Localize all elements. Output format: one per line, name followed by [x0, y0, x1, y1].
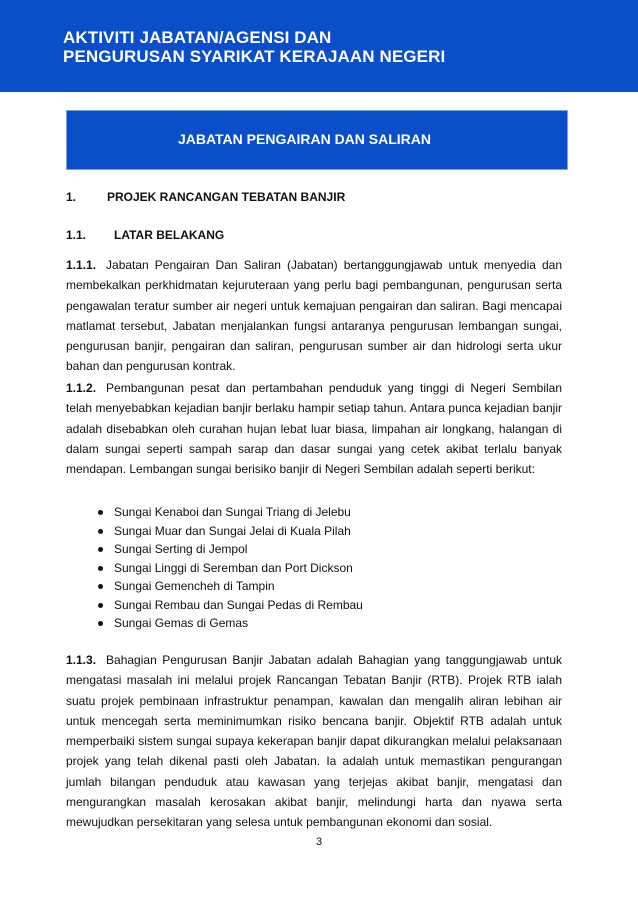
header-title-line1: AKTIVITI JABATAN/AGENSI DAN	[63, 28, 332, 47]
heading2-text: LATAR BELAKANG	[114, 228, 225, 242]
bullet-icon	[98, 510, 103, 515]
paragraph-1-1-2	[66, 378, 562, 479]
paragraph-1-1-1	[66, 255, 562, 377]
bullet-icon	[98, 529, 103, 534]
river-basin-list	[96, 505, 363, 635]
paragraph-number: 1.1.1.	[66, 258, 97, 272]
list-item: Sungai Rembau dan Sungai Pedas di Rembau	[96, 598, 363, 617]
heading1-text: PROJEK RANCANGAN TEBATAN BANJIR	[107, 190, 346, 204]
list-item: Sungai Serting di Jempol	[96, 542, 363, 561]
bullet-icon	[98, 547, 103, 552]
heading2-number: 1.1.	[66, 228, 87, 242]
paragraph-body: Pembangunan pesat dan pertambahan penduduk yang tinggi di Negeri Sembilan telah menyebabkan kejadian banjir berlaku hampir setiap tahun. Antara punca kejadian banjir adalah disebabkan oleh curahan hujan lebat luar biasa, limpahan air longkang, halangan di dalam sungai seperti sampah sarap dan dasar sungai yang cetek akibat terlalu banyak mendapan. Lembangan sungai berisiko banjir di Negeri Sembilan adalah seperti berikut:	[66, 381, 562, 477]
list-item: Sungai Linggi di Seremban dan Port Dickson	[96, 561, 363, 580]
paragraph-number: 1.1.2.	[66, 381, 97, 395]
list-item: Sungai Kenaboi dan Sungai Triang di Jelebu	[96, 505, 363, 524]
section-title-box	[66, 110, 568, 170]
paragraph-body: Bahagian Pengurusan Banjir Jabatan adalah Bahagian yang tanggungjawab untuk mengatasi masalah ini melalui projek Rancangan Tebatan Banjir (RTB). Projek RTB ialah suatu projek pembinaan infrastruktur penampan, kawalan dan mengalih aliran lebihan air untuk mencegah serta meminimumkan risiko bencana banjir. Objektif RTB adalah untuk memperbaiki sistem sungai supaya kekerapan banjir dapat dikurangkan melalui pelaksanaan projek yang telah dikenal pasti oleh Jabatan. Ia adalah untuk memastikan pengurangan jumlah bilangan penduduk atau kawasan yang terjejas akibat banjir, mengatasi dan mengurangkan masalah kerosakan akibat banjir, melindungi harta dan nyawa serta mewujudkan persekitaran yang selesa untuk pembangunan ekonomi dan sosial.	[66, 653, 562, 830]
list-item: Sungai Gemas di Gemas	[96, 616, 363, 635]
list-item: Sungai Gemencheh di Tampin	[96, 579, 363, 598]
section-title: JABATAN PENGAIRAN DAN SALIRAN	[177, 131, 432, 147]
bullet-icon	[98, 621, 103, 626]
paragraph-body: Jabatan Pengairan Dan Saliran (Jabatan) bertanggungjawab untuk menyedia dan membekalkan perkhidmatan kejuruteraan yang perlu bagi pembangunan, pengurusan serta pengawalan teratur sumber air negeri untuk kemajuan pengairan dan saliran. Bagi mencapai matlamat tersebut, Jabatan menjalankan fungsi antaranya pengurusan lembangan sungai, pengurusan banjir, pengairan dan saliran, pengurusan sumber air dan hidrologi serta ukur bahan dan pengurusan kontrak.	[66, 258, 562, 374]
list-item: Sungai Muar dan Sungai Jelai di Kuala Pilah	[96, 524, 363, 543]
bullet-icon	[98, 603, 103, 608]
heading1-number: 1.	[66, 190, 77, 204]
header-title-line2: PENGURUSAN SYARIKAT KERAJAAN NEGERI	[63, 47, 446, 66]
bullet-icon	[98, 566, 103, 571]
paragraph-number: 1.1.3.	[66, 653, 97, 667]
page-number: 3	[315, 836, 323, 848]
header-banner	[0, 0, 638, 92]
paragraph-1-1-3	[66, 650, 562, 833]
bullet-icon	[98, 584, 103, 589]
